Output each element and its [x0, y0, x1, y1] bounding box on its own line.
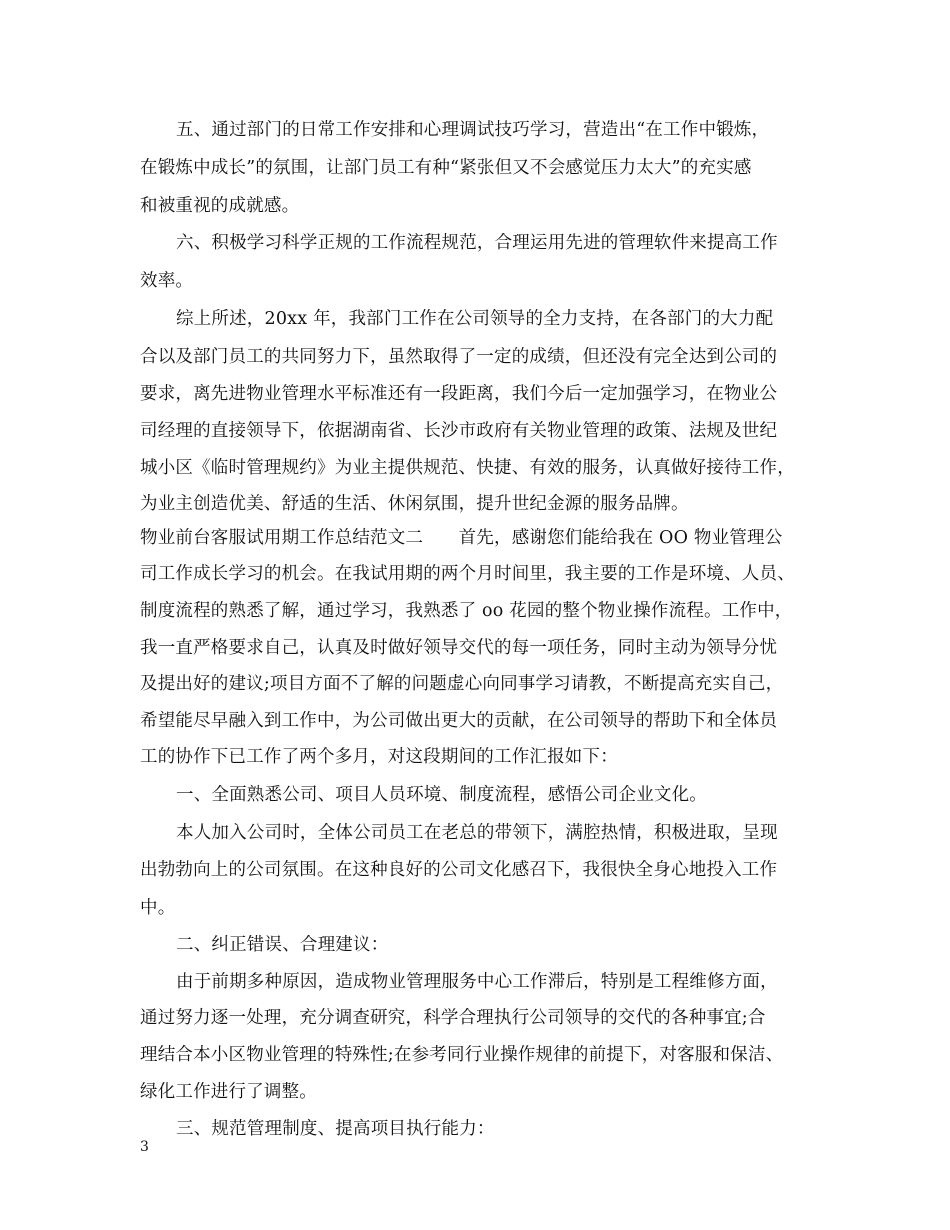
- paragraph-line: 司经理的直接领导下，依据湖南省、长沙市政府有关物业管理的政策、法规及世纪: [140, 421, 778, 441]
- paragraph-line: 二、纠正错误、合理建议：: [176, 935, 389, 955]
- paragraph-line: 本人加入公司时，全体公司员工在老总的带领下，满腔热情，积极进取，呈现: [176, 823, 778, 843]
- paragraph-line: 及提出好的建议;项目方面不了解的问题虚心向同事学习请教，不断提高充实自己，: [140, 674, 784, 694]
- paragraph-line: 为业主创造优美、舒适的生活、休闲氛围，提升世纪金源的服务品牌。: [140, 494, 689, 514]
- paragraph-line: 一、全面熟悉公司、项目人员环境、制度流程，感悟公司企业文化。: [176, 785, 707, 805]
- paragraph-line: 六、积极学习科学正规的工作流程规范，合理运用先进的管理软件来提高工作: [176, 233, 778, 253]
- paragraph-line: 城小区《临时管理规约》为业主提供规范、快捷、有效的服务，认真做好接待工作，: [140, 458, 795, 478]
- paragraph-line: 通过努力逐一处理，充分调查研究，科学合理执行公司领导的交代的各种事宜;合: [140, 1008, 766, 1028]
- paragraph-line: 中。: [140, 898, 176, 918]
- paragraph-line: 物业前台客服试用期工作总结范文二 首先，感谢您们能给我在 OO 物业管理公: [140, 528, 783, 548]
- paragraph-line: 由于前期多种原因，造成物业管理服务中心工作滞后，特别是工程维修方面，: [176, 972, 778, 992]
- paragraph-line: 制度流程的熟悉了解，通过学习，我熟悉了 oo 花园的整个物业操作流程。工作中，: [140, 601, 793, 621]
- paragraph-line: 希望能尽早融入到工作中，为公司做出更大的贡献，在公司领导的帮助下和全体员: [140, 711, 778, 731]
- paragraph-line: 我一直严格要求自己，认真及时做好领导交代的每一项任务，同时主动为领导分忧: [140, 638, 778, 658]
- paragraph-line: 合以及部门员工的共同努力下，虽然取得了一定的成绩，但还没有完全达到公司的: [140, 347, 778, 367]
- paragraph-line: 要求，离先进物业管理水平标准还有一段距离，我们今后一定加强学习，在物业公: [140, 384, 778, 404]
- paragraph-line: 理结合本小区物业管理的特殊性;在参考同行业操作规律的前提下，对客服和保洁、: [140, 1045, 784, 1065]
- page-number: 3: [140, 1139, 149, 1155]
- paragraph-line: 三、规范管理制度、提高项目执行能力：: [176, 1119, 495, 1139]
- paragraph-line: 效率。: [140, 271, 194, 291]
- paragraph-line: 工的协作下已工作了两个多月，对这段期间的工作汇报如下：: [140, 747, 618, 767]
- paragraph-line: 和被重视的成就感。: [140, 196, 300, 216]
- paragraph-line: 司工作成长学习的机会。在我试用期的两个月时间里，我主要的工作是环境、人员、: [140, 564, 795, 584]
- paragraph-line: 综上所述，20xx 年，我部门工作在公司领导的全力支持，在各部门的大力配: [176, 309, 774, 329]
- paragraph-line: 在锻炼中成长”的氛围，让部门员工有种“紧张但又不会感觉压力太大”的充实感: [140, 158, 752, 178]
- paragraph-line: 出勃勃向上的公司氛围。在这种良好的公司文化感召下，我很快全身心地投入工作: [140, 860, 778, 880]
- paragraph-line: 绿化工作进行了调整。: [140, 1082, 317, 1102]
- paragraph-line: 五、通过部门的日常工作安排和心理调试技巧学习，营造出“在工作中锻炼，: [176, 120, 770, 140]
